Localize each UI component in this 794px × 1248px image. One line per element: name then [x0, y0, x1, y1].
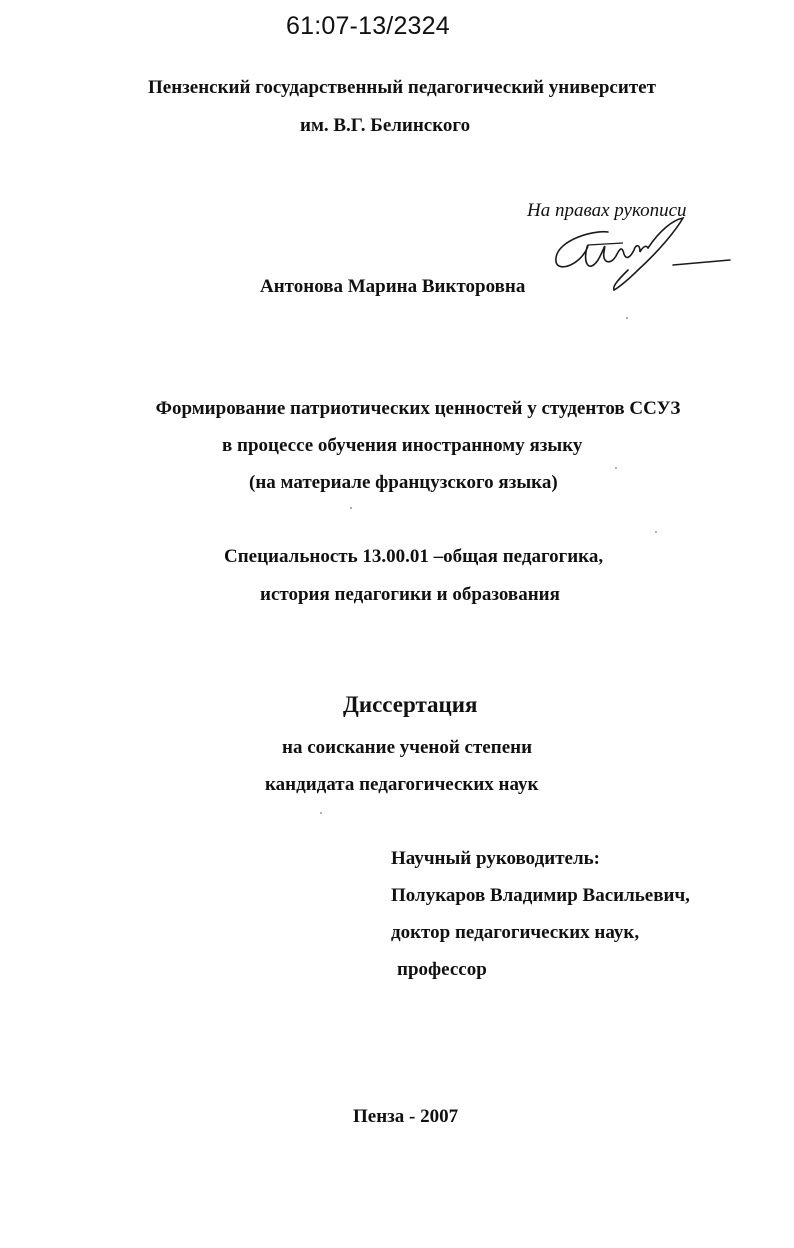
supervisor-degree: доктор педагогических наук, — [391, 922, 640, 943]
thesis-title-line-1: Формирование патриотических ценностей у студентов ССУЗ — [155, 398, 681, 419]
scan-speck — [615, 467, 617, 469]
supervisor-title: профессор — [397, 959, 487, 980]
supervisor-label: Научный руководитель: — [391, 848, 600, 869]
scan-speck — [626, 317, 628, 319]
document-type-heading: Диссертация — [343, 692, 478, 717]
institution-name: Пензенский государственный педагогический университет — [148, 77, 656, 98]
scan-speck — [655, 531, 657, 533]
specialty-line-2: история педагогики и образования — [260, 584, 560, 605]
institution-namesake: им. В.Г. Белинского — [300, 115, 471, 136]
signature-icon — [548, 210, 738, 295]
specialty-line-1: Специальность 13.00.01 –общая педагогика, — [224, 546, 604, 567]
scan-speck — [320, 812, 322, 814]
scan-speck — [350, 507, 352, 509]
thesis-title-line-2: в процессе обучения иностранному языку — [222, 435, 583, 456]
registry-code: 61:07-13/2324 — [286, 12, 450, 40]
degree-line-2: кандидата педагогических наук — [265, 774, 539, 795]
thesis-title-line-3: (на материале французского языка) — [249, 472, 558, 493]
supervisor-name: Полукаров Владимир Васильевич, — [391, 885, 690, 906]
degree-line-1: на соискание ученой степени — [282, 737, 533, 758]
city-year: Пенза - 2007 — [353, 1106, 459, 1127]
manuscript-rights-note: На правах рукописи — [527, 200, 687, 221]
author-name: Антонова Марина Викторовна — [260, 276, 526, 297]
